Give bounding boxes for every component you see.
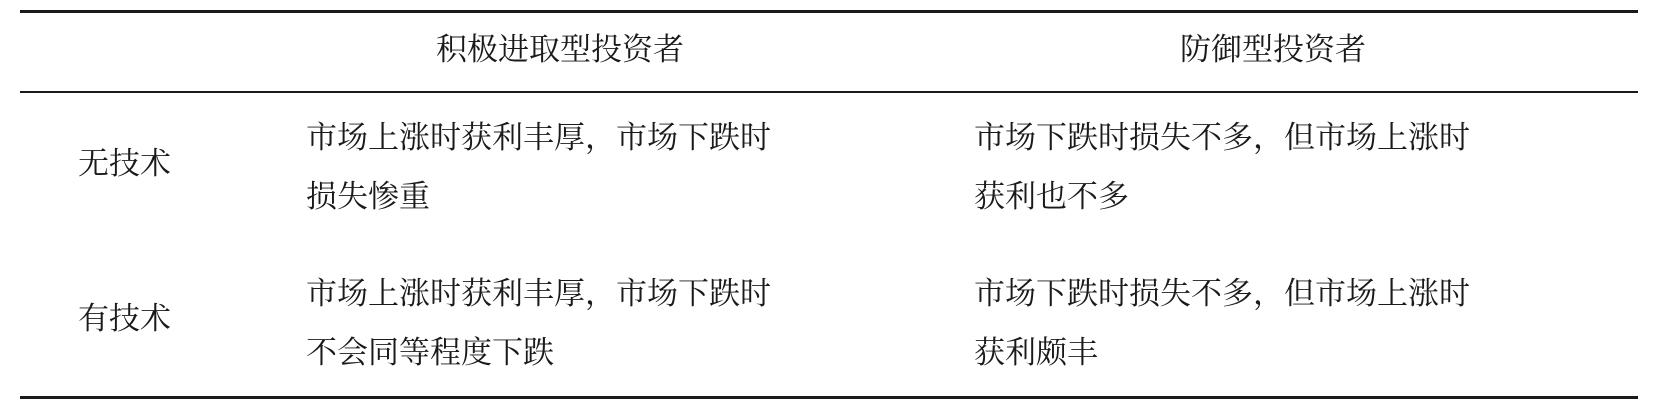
cell-with-skill-defensive	[974, 265, 1534, 383]
cell-line: 获利也不多	[974, 179, 1129, 215]
cell-no-skill-defensive	[974, 109, 1534, 227]
cell-line: 市场上涨时获利丰厚，市场下跌时	[306, 276, 771, 312]
table-top-rule	[20, 10, 1638, 13]
cell-line: 市场上涨时获利丰厚，市场下跌时	[306, 120, 771, 156]
column-header-defensive-investor: 防御型投资者	[1180, 32, 1366, 68]
cell-line: 获利颇丰	[974, 335, 1098, 371]
cell-with-skill-aggressive	[306, 265, 866, 383]
cell-line: 损失惨重	[306, 179, 430, 215]
cell-no-skill-aggressive	[306, 109, 866, 227]
cell-line: 市场下跌时损失不多，但市场上涨时	[974, 120, 1470, 156]
table-bottom-rule	[20, 396, 1638, 399]
table-header-rule	[20, 91, 1638, 93]
row-label-with-skill: 有技术	[78, 301, 171, 337]
cell-line: 市场下跌时损失不多，但市场上涨时	[974, 276, 1470, 312]
column-header-aggressive-investor: 积极进取型投资者	[436, 32, 684, 68]
row-label-no-skill: 无技术	[78, 146, 171, 182]
cell-line: 不会同等程度下跌	[306, 335, 554, 371]
